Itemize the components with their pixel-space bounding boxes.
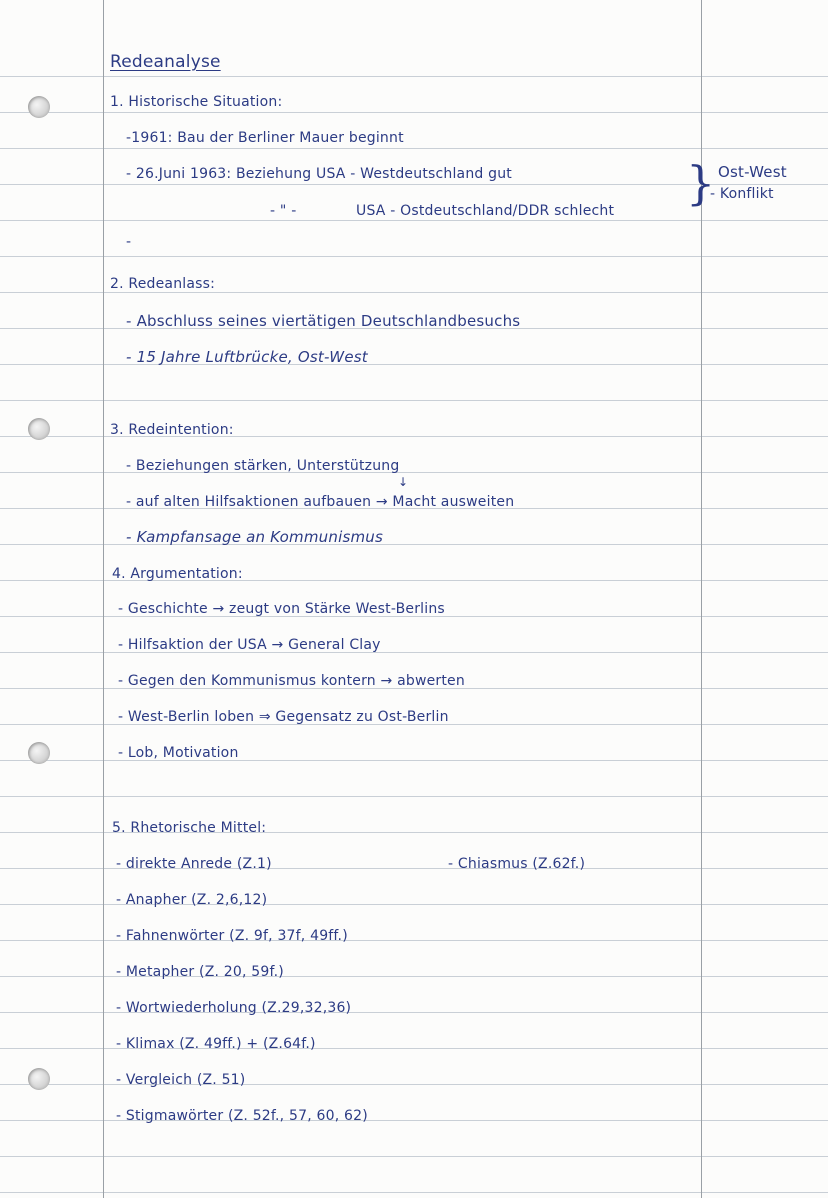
curly-brace: } (686, 156, 716, 210)
margin-note: - Konflikt (710, 186, 774, 202)
note-line: USA - Ostdeutschland/DDR schlecht (356, 203, 615, 219)
rule-line (0, 256, 828, 257)
note-line: - Metapher (Z. 20, 59f.) (116, 964, 284, 980)
section-heading-historical: 1. Historische Situation: (110, 94, 283, 110)
note-line: -1961: Bau der Berliner Mauer beginnt (126, 130, 404, 146)
rule-line (0, 1192, 828, 1193)
note-line: - Lob, Motivation (118, 745, 239, 761)
note-line: - West-Berlin loben ⇒ Gegensatz zu Ost-Berlin (118, 709, 449, 725)
note-line: - 26.Juni 1963: Beziehung USA - Westdeutschland gut (126, 166, 512, 182)
rule-line (0, 148, 828, 149)
rule-line (0, 292, 828, 293)
ditto-mark: - " - (270, 203, 297, 219)
punch-hole (28, 96, 50, 118)
margin-note: Ost-West (718, 163, 787, 181)
punch-hole (28, 418, 50, 440)
note-line: - Hilfsaktion der USA → General Clay (118, 637, 381, 653)
section-heading-occasion: 2. Redeanlass: (110, 276, 216, 292)
note-line: - Fahnenwörter (Z. 9f, 37f, 49ff.) (116, 928, 348, 944)
note-line: - Stigmawörter (Z. 52f., 57, 60, 62) (116, 1108, 368, 1124)
rule-line (0, 472, 828, 473)
note-line: - Kampfansage an Kommunismus (126, 528, 384, 546)
note-line: - (126, 234, 132, 250)
note-line: - Beziehungen stärken, Unterstützung (126, 458, 400, 474)
note-line: - auf alten Hilfsaktionen aufbauen → Macht ausweiten (126, 494, 515, 510)
rule-line (0, 364, 828, 365)
rule-line (0, 544, 828, 545)
rule-line (0, 400, 828, 401)
rule-line (0, 796, 828, 797)
page-title: Redeanalyse (110, 52, 221, 72)
rule-line (0, 220, 828, 221)
punch-hole (28, 742, 50, 764)
rule-line (0, 112, 828, 113)
section-heading-argumentation: 4. Argumentation: (112, 566, 243, 582)
note-line: - Vergleich (Z. 51) (116, 1072, 246, 1088)
note-line: - Chiasmus (Z.62f.) (448, 856, 586, 872)
note-line: - Abschluss seines viertätigen Deutschlandbesuchs (126, 312, 521, 330)
rule-line (0, 1156, 828, 1157)
note-line: - Klimax (Z. 49ff.) + (Z.64f.) (116, 1036, 316, 1052)
note-line: - Gegen den Kommunismus kontern → abwerten (118, 673, 465, 689)
section-heading-intention: 3. Redeintention: (110, 422, 234, 438)
arrow-down-icon: ↓ (398, 475, 409, 489)
left-margin-line (103, 0, 104, 1198)
section-heading-rhetorical: 5. Rhetorische Mittel: (112, 820, 267, 836)
note-line: - Geschichte → zeugt von Stärke West-Berlins (118, 601, 445, 617)
note-line: - direkte Anrede (Z.1) (116, 856, 272, 872)
punch-hole (28, 1068, 50, 1090)
note-line: - Wortwiederholung (Z.29,32,36) (116, 1000, 352, 1016)
note-line: - 15 Jahre Luftbrücke, Ost-West (126, 348, 368, 366)
rule-line (0, 76, 828, 77)
note-line: - Anapher (Z. 2,6,12) (116, 892, 268, 908)
